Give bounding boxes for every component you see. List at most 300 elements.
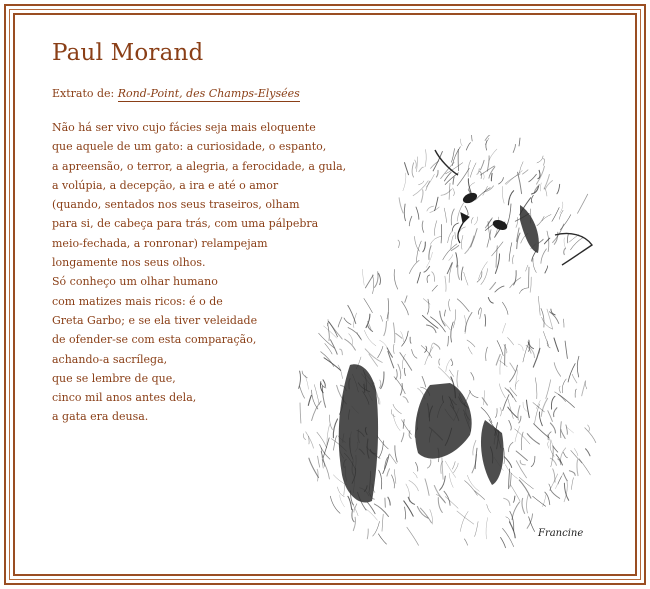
fur-stroke <box>513 145 515 153</box>
fur-stroke <box>323 438 329 458</box>
cat-face <box>458 191 508 243</box>
fur-stroke <box>410 337 411 343</box>
poem-line: que aquele de um gato: a curiosidade, o espanto, <box>52 140 327 154</box>
fur-stroke <box>416 462 418 471</box>
fur-stroke <box>541 249 547 264</box>
fur-stroke <box>464 272 468 285</box>
fur-stroke <box>398 364 401 378</box>
fur-stroke <box>505 345 506 366</box>
fur-stroke <box>405 296 407 303</box>
fur-stroke <box>502 186 504 203</box>
fur-stroke <box>393 344 394 354</box>
fur-stroke <box>509 243 512 262</box>
fur-stroke <box>306 432 314 448</box>
fur-stroke <box>337 487 344 497</box>
fur-stroke <box>379 274 381 285</box>
poem-line: achando-a sacrílega, <box>52 352 168 366</box>
fur-stroke <box>510 522 516 538</box>
fur-stroke <box>548 411 553 422</box>
fur-stroke <box>451 246 459 251</box>
fur-stroke <box>545 266 548 273</box>
fur-stroke <box>486 518 488 539</box>
fur-stroke <box>471 217 473 223</box>
poem-line: cinco mil anos antes dela, <box>52 391 197 405</box>
fur-stroke <box>523 342 529 362</box>
fur-stroke <box>555 392 566 402</box>
fur-stroke <box>388 497 390 505</box>
fur-stroke <box>577 356 579 377</box>
fur-stroke <box>375 272 379 288</box>
fur-stroke <box>534 424 549 438</box>
fur-stroke <box>430 236 441 244</box>
fur-stroke <box>559 210 563 219</box>
fur-stroke <box>458 265 460 279</box>
fur-stroke <box>439 359 440 365</box>
poem-line: a gata era deusa. <box>52 410 149 424</box>
fur-stroke <box>518 172 522 193</box>
fur-stroke <box>299 371 301 388</box>
fur-stroke <box>515 380 519 389</box>
fur-stroke <box>366 509 378 520</box>
fur-stroke <box>394 470 396 484</box>
fur-stroke <box>453 188 455 196</box>
fur-stroke <box>471 373 474 381</box>
fur-stroke <box>334 436 337 450</box>
fur-stroke <box>445 461 455 477</box>
fur-stroke <box>585 428 596 443</box>
fur-stroke <box>504 498 510 505</box>
fur-stroke <box>483 173 484 180</box>
fur-stroke <box>444 208 446 222</box>
fur-stroke <box>543 159 544 166</box>
fur-stroke <box>447 263 452 274</box>
poem-line: a volúpia, a decepção, a ira e até o amor <box>52 178 279 192</box>
poem-line: de ofender-se com esta comparação, <box>52 333 257 347</box>
fur-stroke <box>330 496 340 513</box>
fur-stroke <box>500 361 508 367</box>
fur-stroke <box>472 135 474 141</box>
fur-stroke <box>432 285 437 291</box>
fur-stroke <box>384 321 387 335</box>
fur-stroke <box>468 347 472 354</box>
fur-stroke <box>510 278 521 288</box>
fur-stroke <box>551 309 555 315</box>
fur-stroke <box>409 216 412 226</box>
fur-stroke <box>440 311 445 326</box>
fur-stroke <box>504 457 511 468</box>
fur-stroke <box>548 442 549 449</box>
fur-stroke <box>510 363 515 371</box>
fur-stroke <box>417 241 422 262</box>
fur-stroke <box>438 498 442 513</box>
fur-stroke <box>394 270 397 290</box>
fur-stroke <box>527 434 539 444</box>
fur-stroke <box>457 299 469 312</box>
fur-stroke <box>585 382 587 389</box>
fur-stroke <box>543 495 547 507</box>
fur-stroke <box>438 367 452 382</box>
fur-stroke <box>364 299 373 313</box>
fur-stroke <box>441 189 451 195</box>
fur-stroke <box>385 498 386 507</box>
fur-stroke <box>538 170 540 178</box>
fur-stroke <box>516 218 518 228</box>
fur-stroke <box>513 255 514 264</box>
fur-stroke <box>537 156 543 163</box>
fur-stroke <box>378 534 386 544</box>
fur-stroke <box>427 299 429 314</box>
poem-line: Só conheço um olhar humano <box>52 275 218 289</box>
fur-stroke <box>309 458 319 477</box>
fur-stroke <box>527 495 529 513</box>
fur-stroke <box>488 298 493 304</box>
fur-stroke <box>403 173 406 191</box>
fur-stroke <box>495 409 497 418</box>
fur-stroke <box>537 217 544 226</box>
fur-stroke <box>473 440 476 455</box>
fur-stroke <box>461 267 463 280</box>
fur-stroke <box>508 191 513 205</box>
fur-stroke <box>393 323 394 343</box>
fur-stroke <box>378 346 383 358</box>
poem-line: que se lembre de que, <box>52 371 176 385</box>
fur-stroke <box>451 322 453 342</box>
fur-stroke <box>402 301 409 315</box>
fur-stroke <box>429 246 431 260</box>
poem-line: Greta Garbo; e se ela tiver veleidade <box>52 313 258 327</box>
fur-stroke <box>338 365 343 379</box>
fur-stroke <box>449 473 453 487</box>
fur-stroke <box>412 163 414 177</box>
fur-stroke <box>413 181 428 196</box>
fur-stroke <box>445 276 446 291</box>
fur-stroke <box>538 239 543 243</box>
fur-stroke <box>445 497 458 509</box>
fur-stroke <box>329 415 332 430</box>
fur-stroke <box>449 370 453 377</box>
fur-stroke <box>502 302 508 314</box>
fur-stroke <box>526 265 528 271</box>
fur-stroke <box>563 452 567 457</box>
fur-stroke <box>519 480 531 498</box>
fur-stroke <box>348 328 361 340</box>
fur-stroke <box>513 496 515 502</box>
fur-stroke <box>373 275 374 294</box>
fur-stroke <box>409 480 418 490</box>
fur-stroke <box>417 507 428 519</box>
fur-stroke <box>322 386 325 407</box>
fur-stroke <box>478 262 487 280</box>
fur-stroke <box>509 469 510 489</box>
fur-stroke <box>509 420 511 430</box>
fur-stroke <box>443 321 451 330</box>
fur-stroke <box>402 331 409 346</box>
fur-stroke <box>518 406 520 420</box>
fur-stroke <box>353 517 355 530</box>
fur-stroke <box>571 478 573 490</box>
fur-stroke <box>530 277 531 292</box>
fur-stroke <box>457 370 458 387</box>
fur-stroke <box>481 407 492 422</box>
fur-stroke <box>563 473 567 481</box>
fur-stroke <box>317 432 327 448</box>
fur-stroke <box>344 318 351 324</box>
fur-stroke <box>395 446 397 462</box>
fur-stroke <box>533 258 536 272</box>
fur-stroke <box>568 364 575 382</box>
fur-stroke <box>425 479 429 496</box>
fur-stroke <box>399 198 403 213</box>
fur-stroke <box>451 149 454 163</box>
fur-stroke <box>398 240 400 248</box>
fur-stroke <box>374 504 388 517</box>
fur-stroke <box>322 459 329 479</box>
fur-stroke <box>407 527 419 545</box>
fur-stroke <box>387 469 390 476</box>
fur-stroke <box>567 234 568 242</box>
fur-stroke <box>501 537 506 547</box>
fur-stroke <box>300 403 301 423</box>
fur-stroke <box>519 288 528 294</box>
fur-stroke <box>451 359 453 365</box>
fur-stroke <box>348 305 356 323</box>
fur-stroke <box>340 349 343 355</box>
fur-stroke <box>495 286 504 292</box>
fur-stroke <box>478 308 480 315</box>
fur-stroke <box>531 195 533 203</box>
fur-stroke <box>545 492 550 505</box>
fur-stroke <box>404 204 405 221</box>
fur-stroke <box>381 316 383 322</box>
fur-stroke <box>445 310 446 316</box>
fur-stroke <box>455 232 456 239</box>
fur-stroke <box>532 251 536 261</box>
fur-stroke <box>422 376 426 387</box>
fur-stroke <box>424 266 430 272</box>
fur-stroke <box>481 269 488 285</box>
fur-stroke <box>566 425 567 435</box>
fur-stroke <box>499 384 505 398</box>
fur-stroke <box>569 471 575 476</box>
fur-stroke <box>323 380 325 387</box>
fur-stroke <box>550 443 554 456</box>
fur-stroke <box>419 167 423 171</box>
author-title: Paul Morand <box>52 40 204 66</box>
fur-stroke <box>554 408 557 417</box>
fur-stroke <box>516 451 527 461</box>
fur-stroke <box>475 491 485 500</box>
fur-stroke <box>485 135 491 140</box>
fur-stroke <box>470 390 479 397</box>
fur-stroke <box>400 353 412 371</box>
fur-stroke <box>485 186 494 192</box>
fur-stroke <box>456 253 458 267</box>
fur-stroke <box>496 246 497 267</box>
poem-line: (quando, sentados nos seus traseiros, olham <box>52 198 300 212</box>
fur-stroke <box>475 522 479 537</box>
fur-stroke <box>396 333 402 338</box>
fur-stroke <box>465 236 474 254</box>
fur-stroke <box>567 428 574 433</box>
fur-stroke <box>312 401 322 420</box>
fur-stroke <box>507 204 511 225</box>
fur-stroke <box>558 476 562 484</box>
fur-stroke <box>427 275 430 283</box>
fur-stroke <box>490 282 496 289</box>
artist-signature: Francine <box>538 528 584 539</box>
fur-stroke <box>487 156 489 171</box>
fur-stroke <box>467 340 475 347</box>
fur-stroke <box>405 163 409 175</box>
fur-stroke <box>409 260 419 273</box>
fur-stroke <box>453 310 456 329</box>
fur-stroke <box>434 343 440 349</box>
fur-stroke <box>440 476 446 490</box>
fur-stroke <box>527 400 530 418</box>
poem-line: longamente nos seus olhos. <box>52 256 206 270</box>
fur-stroke <box>461 139 463 146</box>
fur-stroke <box>436 170 438 177</box>
fur-stroke <box>564 238 566 249</box>
fur-stroke <box>502 323 505 333</box>
fur-stroke <box>553 446 558 452</box>
fur-stroke <box>577 460 578 476</box>
fur-stroke <box>491 173 492 180</box>
fur-stroke <box>480 308 482 318</box>
excerpt-work-title: Rond-Point, des Champs-Elysées <box>117 87 300 100</box>
fur-stroke <box>382 514 383 531</box>
fur-stroke <box>379 380 381 388</box>
poem-line: a apreensão, o terror, a alegria, a ferocidade, a gula, <box>52 159 347 173</box>
fur-stroke <box>453 177 454 184</box>
fur-stroke <box>452 223 458 231</box>
fur-stroke <box>509 442 513 451</box>
fur-stroke <box>408 497 414 504</box>
fur-stroke <box>518 344 523 351</box>
fur-stroke <box>447 336 448 346</box>
fur-stroke <box>474 217 477 225</box>
fur-stroke <box>552 208 559 222</box>
fur-stroke <box>338 317 342 327</box>
fur-stroke <box>446 358 452 371</box>
fur-stroke <box>516 461 526 478</box>
fur-stroke <box>559 394 575 407</box>
fur-stroke <box>412 350 417 359</box>
poem-line: com matizes mais ricos: é o de <box>52 294 223 308</box>
fur-stroke <box>451 209 454 225</box>
fur-stroke <box>551 490 560 498</box>
fur-stroke <box>531 456 535 466</box>
fur-stroke <box>425 150 426 167</box>
fur-stroke <box>331 340 338 354</box>
fur-stroke <box>578 194 588 213</box>
fur-stroke <box>546 380 551 399</box>
fur-stroke <box>551 396 555 409</box>
fur-stroke <box>434 486 445 503</box>
fur-stroke <box>547 341 550 348</box>
fur-stroke <box>401 331 404 342</box>
excerpt-prefix: Extrato de: <box>52 87 118 100</box>
fur-stroke <box>392 475 395 488</box>
fur-stroke <box>481 160 485 170</box>
cat-right-eye <box>492 219 508 231</box>
fur-stroke <box>547 231 549 252</box>
fur-stroke <box>482 398 487 405</box>
cat-left-eye <box>462 191 478 204</box>
fur-stroke <box>564 319 565 327</box>
fur-stroke <box>449 299 451 311</box>
cat-fur-strokes <box>299 135 596 548</box>
fur-stroke <box>380 340 388 348</box>
fur-stroke <box>587 425 589 431</box>
fur-stroke <box>415 160 417 168</box>
fur-stroke <box>428 460 431 468</box>
fur-stroke <box>571 450 582 463</box>
poem-line: para si, de cabeça para trás, com uma pálpebra <box>52 217 319 231</box>
fur-stroke <box>362 269 364 285</box>
fur-stroke <box>554 363 560 377</box>
fur-stroke <box>522 498 525 513</box>
fur-stroke <box>496 355 500 366</box>
fur-stroke <box>519 416 521 423</box>
fur-stroke <box>572 374 577 383</box>
fur-stroke <box>508 337 514 345</box>
fur-stroke <box>477 169 479 175</box>
fur-stroke <box>461 235 463 249</box>
fur-stroke <box>529 174 537 182</box>
fur-stroke <box>308 395 311 405</box>
fur-stroke <box>328 323 330 341</box>
fur-stroke <box>520 461 525 465</box>
fur-stroke <box>303 434 305 440</box>
fur-stroke <box>401 433 404 442</box>
fur-stroke <box>391 410 395 417</box>
fur-stroke <box>541 398 547 416</box>
fur-stroke <box>500 356 502 374</box>
fur-stroke <box>470 163 476 177</box>
fur-stroke <box>500 408 501 416</box>
fur-stroke <box>465 206 468 215</box>
fur-stroke <box>483 391 484 405</box>
fur-stroke <box>364 330 376 346</box>
fur-stroke <box>464 539 467 545</box>
fur-stroke <box>443 244 457 260</box>
fur-stroke <box>449 255 453 261</box>
fur-stroke <box>504 448 505 464</box>
fur-stroke <box>345 339 356 350</box>
fur-stroke <box>533 496 546 506</box>
fur-stroke <box>523 170 529 174</box>
excerpt-source <box>52 87 300 100</box>
fur-stroke <box>559 386 560 392</box>
fur-stroke <box>318 456 320 467</box>
fur-stroke <box>435 221 437 236</box>
fur-stroke <box>409 431 411 439</box>
fur-stroke <box>557 184 560 194</box>
poem-line: Não há ser vivo cujo fácies seja mais eloquente <box>52 121 316 134</box>
fur-stroke <box>538 296 540 315</box>
fur-stroke <box>486 347 488 361</box>
fur-stroke <box>333 419 337 438</box>
fur-stroke <box>452 462 455 470</box>
fur-stroke <box>549 484 551 490</box>
fur-stroke <box>535 378 537 399</box>
fur-stroke <box>489 149 497 161</box>
fur-stroke <box>441 225 442 244</box>
fur-stroke <box>487 504 491 512</box>
fur-stroke <box>404 368 405 375</box>
fur-stroke <box>427 206 434 211</box>
